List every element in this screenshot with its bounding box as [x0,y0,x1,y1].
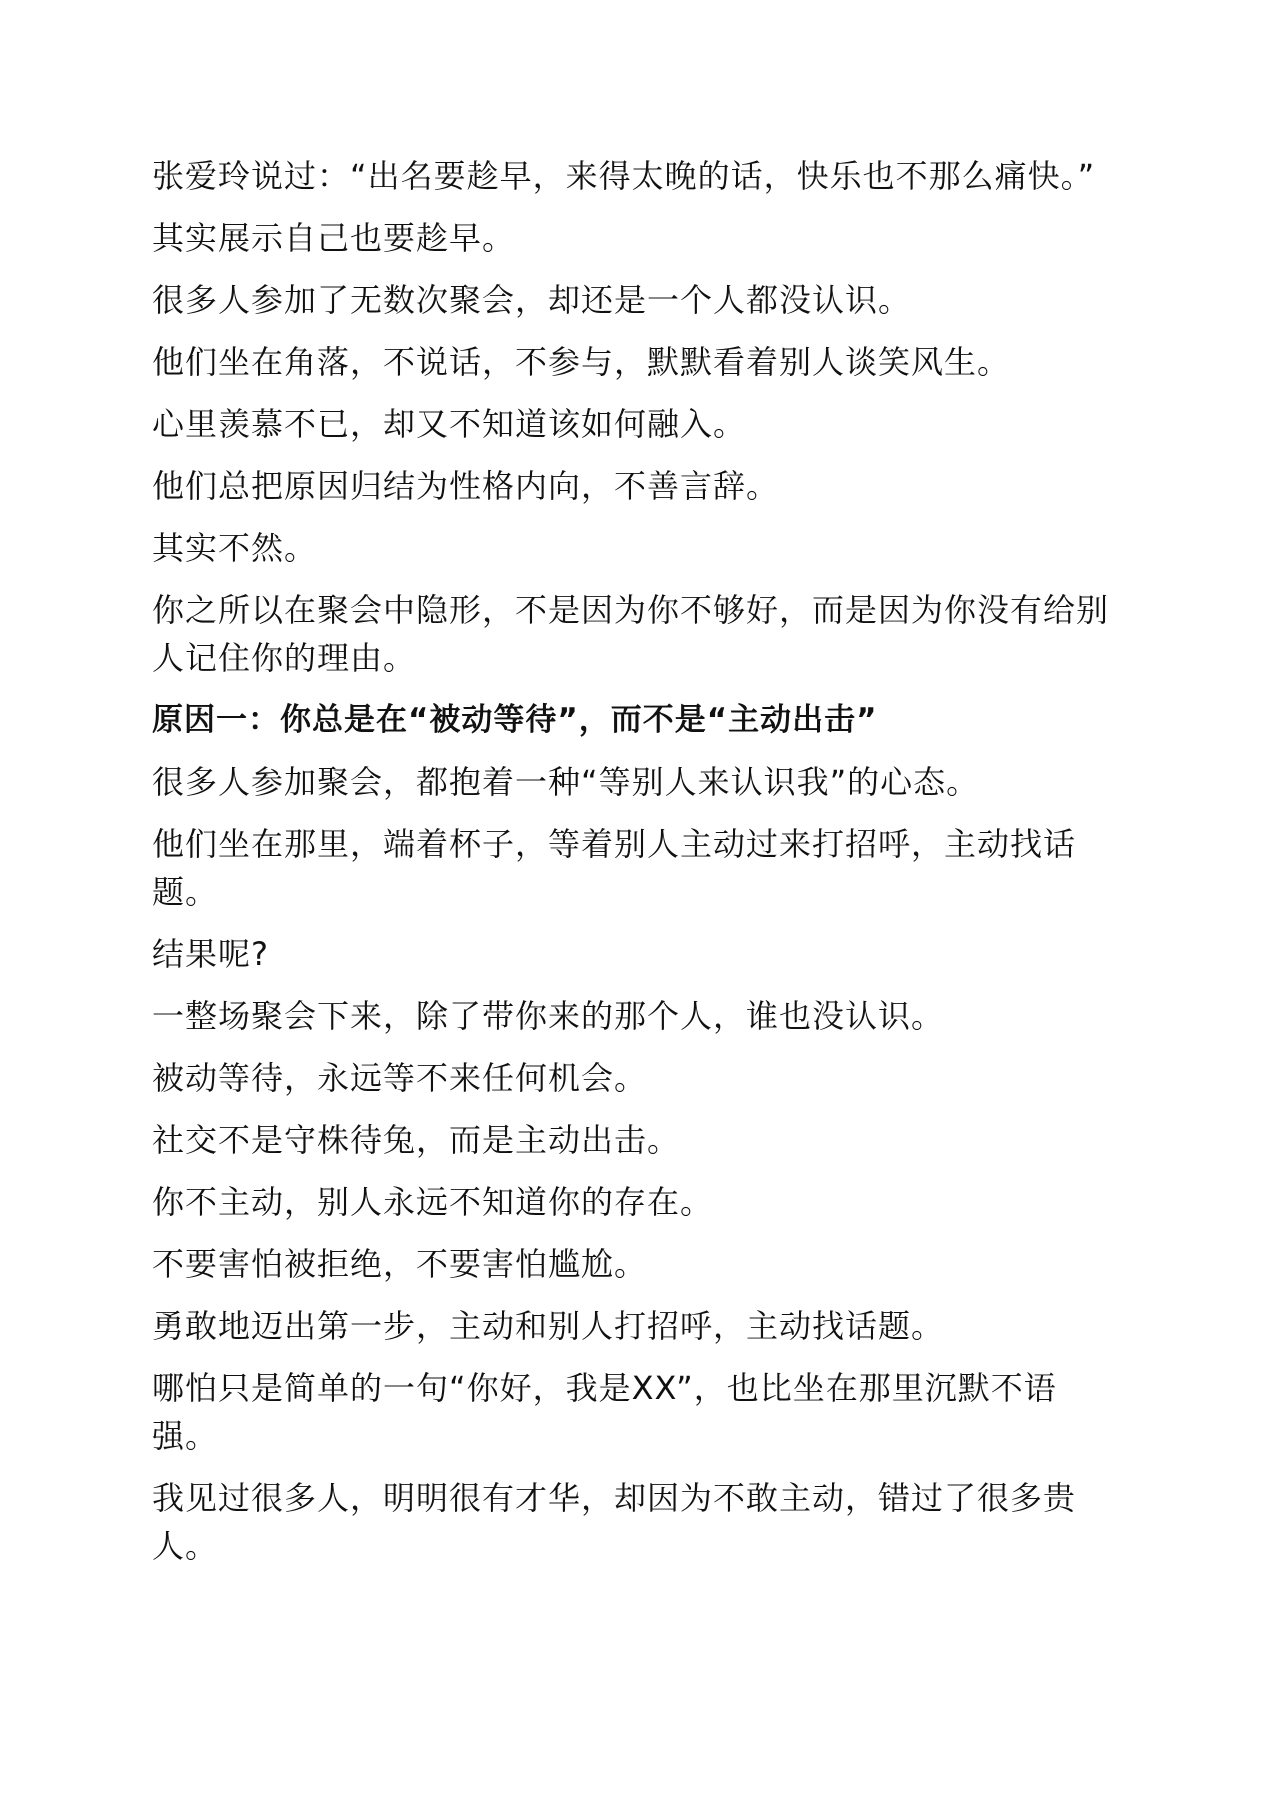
paragraph-16: 不要害怕被拒绝，不要害怕尴尬。 [152,1245,648,1283]
paragraph-11: 结果呢? [152,935,269,973]
document-page [152,152,1112,1584]
paragraph-10: 他们坐在那里，端着杯子，等着别人主动过来打招呼，主动找话题。 [152,825,1077,911]
paragraph-9: 很多人参加聚会，都抱着一种“等别人来认识我”的心态。 [152,763,980,801]
paragraph-14: 社交不是守株待兔，而是主动出击。 [152,1121,681,1159]
paragraph-13: 被动等待，永远等不来任何机会。 [152,1059,648,1097]
paragraph-15: 你不主动，别人永远不知道你的存在。 [152,1183,714,1221]
paragraph-17: 勇敢地迈出第一步，主动和别人打招呼，主动找话题。 [152,1307,945,1345]
paragraph-1: 张爱玲说过：“出名要趁早，来得太晚的话，快乐也不那么痛快。” [152,157,1096,195]
paragraph-6: 他们总把原因归结为性格内向，不善言辞。 [152,467,780,505]
paragraph-12: 一整场聚会下来，除了带你来的那个人，谁也没认识。 [152,997,945,1035]
paragraph-4: 他们坐在角落，不说话，不参与，默默看着别人谈笑风生。 [152,343,1011,381]
section-heading: 原因一：你总是在“被动等待”，而不是“主动出击” [152,702,878,738]
paragraph-7: 其实不然。 [152,529,318,567]
paragraph-3: 很多人参加了无数次聚会，却还是一个人都没认识。 [152,281,912,319]
paragraph-8: 你之所以在聚会中隐形，不是因为你不够好，而是因为你没有给别人记住你的理由。 [152,591,1110,677]
paragraph-19: 我见过很多人，明明很有才华，却因为不敢主动，错过了很多贵人。 [152,1479,1077,1565]
paragraph-18: 哪怕只是简单的一句“你好，我是XX”，也比坐在那里沉默不语强。 [152,1369,1057,1455]
paragraph-2: 其实展示自己也要趁早。 [152,219,516,257]
paragraph-5: 心里羡慕不已，却又不知道该如何融入。 [152,405,747,443]
